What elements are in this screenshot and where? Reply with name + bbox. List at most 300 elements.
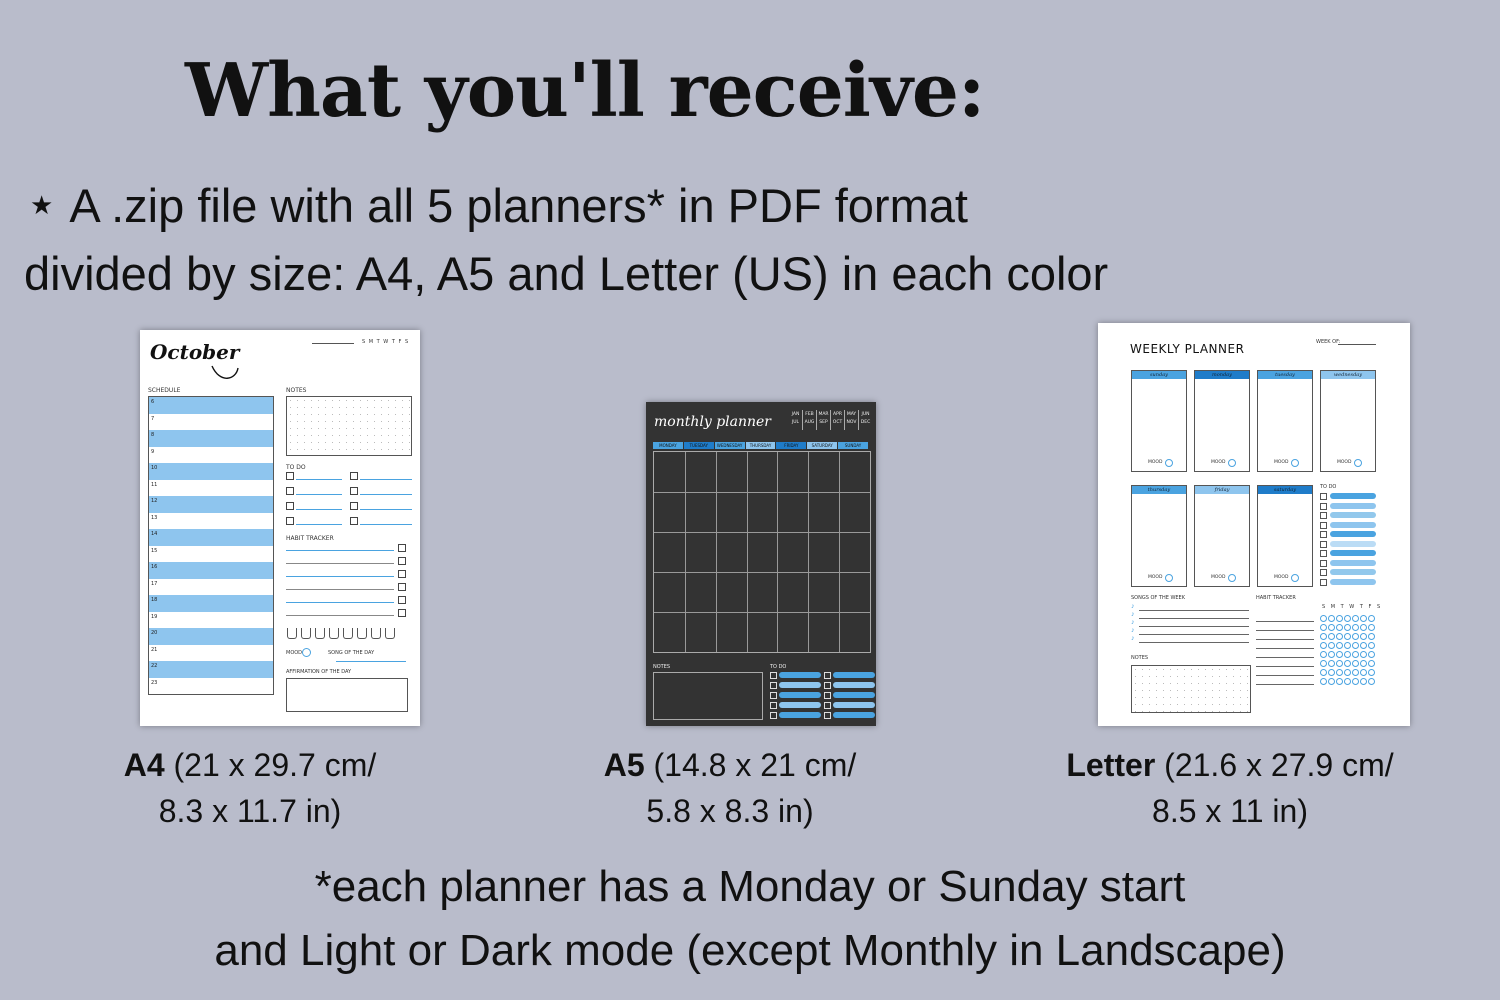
habit-circle-icon [1344, 660, 1351, 667]
month-label: NOV [846, 420, 857, 425]
letter-notes-box [1131, 665, 1251, 713]
month-label: FEB [805, 412, 814, 417]
music-note-icon: ♪ [1131, 619, 1135, 626]
month-label: SEP [819, 420, 828, 425]
a4-habit-tracker [286, 542, 410, 622]
checkbox-icon [350, 502, 358, 510]
habit-circle-icon [1328, 660, 1335, 667]
a4-title: October [150, 340, 240, 364]
habit-circle-icon [1336, 651, 1343, 658]
habit-circle-icon [1368, 642, 1375, 649]
water-cup-icon [371, 628, 381, 639]
checkbox-icon [824, 712, 831, 719]
day-card [1320, 370, 1376, 472]
grid-vline [747, 452, 748, 652]
todo-pill [1330, 550, 1376, 556]
letter-songs-list [1131, 603, 1251, 647]
habit-circle-icon [1360, 624, 1367, 631]
water-cup-icon [385, 628, 395, 639]
day-label: friday [1195, 486, 1249, 494]
habit-circle-icon [1352, 651, 1359, 658]
checkbox-icon [350, 487, 358, 495]
habit-circle-icon [1352, 669, 1359, 676]
a4-weekdays: S M T W T F S [362, 339, 410, 345]
feature-line-1-text: A .zip file with all 5 planners* in PDF format [69, 179, 968, 232]
water-cup-icon [301, 628, 311, 639]
schedule-hour: 18 [151, 597, 158, 603]
a4-affirmation-box [286, 678, 408, 712]
schedule-row [149, 661, 273, 678]
habit-line [1256, 657, 1314, 658]
habit-circle-icon [1328, 624, 1335, 631]
checkbox-icon [398, 583, 406, 591]
schedule-hour: 15 [151, 547, 158, 554]
mood-label: MOOD [1148, 575, 1163, 580]
schedule-hour: 8 [151, 432, 155, 438]
a4-title-swash [210, 360, 240, 380]
letter-habit-tracker [1256, 615, 1380, 689]
schedule-hour: 19 [151, 613, 158, 620]
habit-circle-icon [1344, 615, 1351, 622]
a5-notes-box [653, 672, 763, 720]
todo-pill [833, 672, 875, 678]
todo-pill [1330, 493, 1376, 499]
mood-label: MOOD [1211, 460, 1226, 465]
month-divider [816, 410, 817, 430]
a4-dims-cm: (21 x 29.7 cm/ [164, 747, 377, 783]
habit-line [1256, 630, 1314, 631]
habit-circle-icon [1368, 615, 1375, 622]
habit-circle-icon [1328, 651, 1335, 658]
day-label: sunday [1132, 371, 1186, 379]
month-label: AUG [804, 420, 815, 425]
todo-pill [833, 702, 875, 708]
schedule-row [149, 562, 273, 579]
checkbox-icon [824, 702, 831, 709]
grid-hline [654, 492, 870, 493]
checkbox-icon [1320, 503, 1327, 510]
schedule-row [149, 579, 273, 596]
checkbox-icon [398, 596, 406, 604]
footnote-line-2: and Light or Dark mode (except Monthly in Landscape) [214, 926, 1286, 975]
todo-pill [779, 672, 821, 678]
schedule-row [149, 513, 273, 530]
checkbox-icon [1320, 512, 1327, 519]
habit-circle-icon [1328, 642, 1335, 649]
habit-line [286, 563, 394, 564]
day-label: wednesday [1321, 371, 1375, 379]
a4-water-tracker [287, 628, 407, 642]
a4-schedule-table [148, 396, 274, 695]
schedule-hour: 6 [151, 399, 155, 405]
habit-line [1256, 675, 1314, 676]
grid-vline [777, 452, 778, 652]
letter-todo-list [1320, 493, 1380, 589]
a5-weekday-header [653, 442, 869, 450]
mood-circle-icon [1291, 574, 1299, 582]
a4-todo-label: TO DO [286, 464, 306, 471]
month-label: DEC [860, 420, 871, 425]
water-cup-icon [357, 628, 367, 639]
checkbox-icon [398, 609, 406, 617]
mood-label: MOOD [1274, 460, 1289, 465]
schedule-hour: 22 [151, 663, 158, 669]
todo-line [296, 509, 342, 510]
letter-habit-label: HABIT TRACKER [1256, 595, 1296, 601]
mood-circle-icon [302, 648, 311, 657]
schedule-hour: 12 [151, 498, 158, 504]
mood-circle-icon [1228, 574, 1236, 582]
habit-circle-icon [1320, 624, 1327, 631]
todo-line [296, 524, 342, 525]
checkbox-icon [770, 672, 777, 679]
schedule-hour: 11 [151, 481, 158, 488]
habit-circle-icon [1368, 669, 1375, 676]
letter-todo-label: TO DO [1320, 484, 1337, 490]
habit-circle-icon [1320, 633, 1327, 640]
schedule-row [149, 529, 273, 546]
letter-week-of: WEEK OF: [1316, 339, 1341, 345]
checkbox-icon [350, 517, 358, 525]
habit-circle-icon [1336, 633, 1343, 640]
mood-label: MOOD [1148, 460, 1163, 465]
schedule-row [149, 595, 273, 612]
habit-circle-icon [1320, 660, 1327, 667]
todo-pill [833, 682, 875, 688]
habit-circle-icon [1368, 651, 1375, 658]
habit-circle-icon [1352, 660, 1359, 667]
water-cup-icon [287, 628, 297, 639]
checkbox-icon [286, 517, 294, 525]
grid-vline [839, 452, 840, 652]
grid-hline [654, 532, 870, 533]
a5-month-selector [789, 410, 873, 434]
schedule-hour: 16 [151, 564, 158, 570]
habit-circle-icon [1328, 669, 1335, 676]
checkbox-icon [1320, 522, 1327, 529]
song-line [1139, 634, 1249, 635]
checkbox-icon [286, 502, 294, 510]
todo-pill [1330, 569, 1376, 575]
checkbox-icon [824, 692, 831, 699]
schedule-row [149, 546, 273, 563]
habit-circle-icon [1360, 660, 1367, 667]
checkbox-icon [1320, 579, 1327, 586]
weekday-label: THURSDAY [746, 442, 776, 449]
habit-line [1256, 684, 1314, 685]
checkbox-icon [824, 682, 831, 689]
habit-circle-icon [1336, 660, 1343, 667]
a4-affirmation-label: AFFIRMATION OF THE DAY [286, 669, 352, 675]
checkbox-icon [286, 487, 294, 495]
habit-circle-icon [1352, 615, 1359, 622]
day-label: tuesday [1258, 371, 1312, 379]
todo-line [360, 509, 412, 510]
a4-song-line [336, 661, 406, 662]
song-line [1139, 642, 1249, 643]
schedule-hour: 7 [151, 415, 155, 422]
weekday-label: MONDAY [653, 442, 683, 449]
weekday-label: SUNDAY [838, 442, 868, 449]
schedule-hour: 9 [151, 448, 155, 455]
a5-todo-label: TO DO [770, 664, 787, 670]
checkbox-icon [824, 672, 831, 679]
todo-pill [1330, 503, 1376, 509]
a4-caption-line1 [80, 742, 420, 788]
star-icon: ★ [30, 190, 54, 221]
habit-circle-icon [1352, 678, 1359, 685]
habit-circle-icon [1320, 678, 1327, 685]
grid-vline [808, 452, 809, 652]
habit-circle-icon [1344, 669, 1351, 676]
schedule-row [149, 645, 273, 662]
letter-planner-preview [1098, 323, 1410, 726]
a5-todo-list [770, 672, 874, 722]
checkbox-icon [1320, 569, 1327, 576]
checkbox-icon [398, 557, 406, 565]
letter-notes-label: NOTES [1131, 655, 1149, 661]
a5-caption-line1 [560, 742, 900, 788]
month-label: JUN [861, 412, 870, 417]
habit-line [1256, 648, 1314, 649]
habit-circle-icon [1320, 669, 1327, 676]
music-note-icon: ♪ [1131, 611, 1135, 618]
day-card [1194, 485, 1250, 587]
weekday-label: FRIDAY [776, 442, 806, 449]
habit-circle-icon [1352, 642, 1359, 649]
mood-label: MOOD [1337, 460, 1352, 465]
a4-size-name: A4 [123, 747, 165, 783]
habit-line [286, 589, 394, 590]
todo-pill [779, 712, 821, 718]
habit-circle-icon [1336, 615, 1343, 622]
todo-line [360, 524, 412, 525]
day-label: thursday [1132, 486, 1186, 494]
habit-circle-icon [1360, 615, 1367, 622]
a4-schedule-label: SCHEDULE [148, 387, 181, 394]
todo-pill [779, 682, 821, 688]
a4-dims-in: 8.3 x 11.7 in) [158, 793, 342, 829]
checkbox-icon [1320, 560, 1327, 567]
checkbox-icon [1320, 541, 1327, 548]
month-divider [858, 410, 859, 430]
habit-circle-icon [1344, 624, 1351, 631]
schedule-hour: 13 [151, 514, 158, 521]
habit-line [1256, 639, 1314, 640]
schedule-row [149, 397, 273, 414]
habit-line [286, 550, 394, 551]
weekday-label: TUESDAY [684, 442, 714, 449]
habit-circle-icon [1344, 642, 1351, 649]
day-label: saturday [1258, 486, 1312, 494]
habit-circle-icon [1368, 633, 1375, 640]
music-note-icon: ♪ [1131, 603, 1135, 610]
schedule-row [149, 463, 273, 480]
schedule-row [149, 678, 273, 695]
habit-line [286, 602, 394, 603]
habit-circle-icon [1352, 624, 1359, 631]
habit-line [286, 615, 394, 616]
letter-songs-label: SONGS OF THE WEEK [1131, 595, 1185, 601]
letter-week-line [1338, 344, 1376, 345]
todo-pill [779, 702, 821, 708]
habit-circle-icon [1336, 642, 1343, 649]
mood-circle-icon [1165, 574, 1173, 582]
checkbox-icon [398, 570, 406, 578]
month-label: OCT [832, 420, 843, 425]
habit-circle-icon [1368, 624, 1375, 631]
grid-vline [685, 452, 686, 652]
checkbox-icon [770, 702, 777, 709]
habit-line [286, 576, 394, 577]
feature-line-1 [30, 178, 968, 233]
todo-pill [1330, 522, 1376, 528]
schedule-hour: 20 [151, 630, 158, 636]
todo-pill [833, 692, 875, 698]
schedule-hour: 10 [151, 465, 158, 471]
a4-planner-preview [140, 330, 420, 726]
music-note-icon: ♪ [1131, 635, 1135, 642]
schedule-row [149, 480, 273, 497]
water-cup-icon [315, 628, 325, 639]
headline: What you'll receive: [185, 48, 985, 134]
month-label: JAN [791, 412, 800, 417]
habit-line [1256, 621, 1314, 622]
grid-hline [654, 572, 870, 573]
month-divider [844, 410, 845, 430]
song-line [1139, 626, 1249, 627]
mood-label: MOOD [1211, 575, 1226, 580]
schedule-row [149, 628, 273, 645]
letter-dims-cm: (21.6 x 27.9 cm/ [1155, 747, 1394, 783]
todo-line [360, 479, 412, 480]
habit-circle-icon [1344, 633, 1351, 640]
letter-caption-line1 [1020, 742, 1440, 788]
day-card [1194, 370, 1250, 472]
checkbox-icon [770, 692, 777, 699]
a5-title: monthly planner [654, 414, 771, 430]
letter-dims-in: 8.5 x 11 in) [1152, 793, 1308, 829]
letter-caption [1020, 742, 1440, 834]
weekday-label: SATURDAY [807, 442, 837, 449]
habit-circle-icon [1320, 642, 1327, 649]
a4-song-label: SONG OF THE DAY [328, 650, 375, 656]
habit-circle-icon [1360, 669, 1367, 676]
mood-label: MOOD [1274, 575, 1289, 580]
todo-line [296, 479, 342, 480]
todo-pill [1330, 541, 1376, 547]
water-cup-icon [329, 628, 339, 639]
checkbox-icon [770, 682, 777, 689]
footnote-line-1: *each planner has a Monday or Sunday start [314, 862, 1186, 911]
schedule-row [149, 612, 273, 629]
todo-line [360, 494, 412, 495]
checkbox-icon [1320, 531, 1327, 538]
todo-pill [1330, 512, 1376, 518]
schedule-row [149, 496, 273, 513]
song-line [1139, 618, 1249, 619]
schedule-row [149, 414, 273, 431]
schedule-row [149, 430, 273, 447]
habit-circle-icon [1328, 678, 1335, 685]
habit-circle-icon [1336, 624, 1343, 631]
a4-notes-box [286, 396, 412, 456]
todo-line [296, 494, 342, 495]
mood-circle-icon [1165, 459, 1173, 467]
a4-date-line [312, 343, 354, 344]
month-divider [802, 410, 803, 430]
day-card [1257, 370, 1313, 472]
habit-circle-icon [1336, 669, 1343, 676]
day-card [1131, 485, 1187, 587]
a5-caption [560, 742, 900, 834]
month-label: MAY [846, 412, 857, 417]
habit-circle-icon [1344, 678, 1351, 685]
a4-notes-label: NOTES [286, 387, 307, 394]
habit-circle-icon [1368, 660, 1375, 667]
habit-circle-icon [1360, 651, 1367, 658]
month-label: JUL [791, 420, 800, 425]
schedule-hour: 14 [151, 531, 158, 537]
habit-circle-icon [1360, 633, 1367, 640]
checkbox-icon [350, 472, 358, 480]
letter-habit-days: S M T W T F S [1322, 604, 1383, 610]
habit-circle-icon [1360, 642, 1367, 649]
a5-dims-cm: (14.8 x 21 cm/ [644, 747, 857, 783]
a5-dims-in: 5.8 x 8.3 in) [646, 793, 814, 829]
todo-pill [833, 712, 875, 718]
todo-pill [779, 692, 821, 698]
grid-vline [716, 452, 717, 652]
habit-circle-icon [1368, 678, 1375, 685]
day-card [1257, 485, 1313, 587]
checkbox-icon [398, 544, 406, 552]
mood-circle-icon [1291, 459, 1299, 467]
weekday-label: WEDNESDAY [715, 442, 745, 449]
month-divider [830, 410, 831, 430]
habit-circle-icon [1328, 633, 1335, 640]
habit-circle-icon [1336, 678, 1343, 685]
todo-pill [1330, 579, 1376, 585]
month-label: APR [833, 412, 842, 417]
a5-planner-preview [646, 402, 876, 726]
a5-notes-label: NOTES [653, 664, 671, 670]
schedule-hour: 23 [151, 679, 158, 686]
a5-size-name: A5 [603, 747, 645, 783]
a4-mood-label: MOOD [286, 650, 303, 656]
month-label: MAR [818, 412, 829, 417]
feature-line-2: divided by size: A4, A5 and Letter (US) in each color [24, 247, 1109, 300]
day-label: monday [1195, 371, 1249, 379]
water-cup-icon [343, 628, 353, 639]
schedule-row [149, 447, 273, 464]
habit-circle-icon [1320, 615, 1327, 622]
checkbox-icon [1320, 550, 1327, 557]
song-line [1139, 610, 1249, 611]
letter-title: WEEKLY PLANNER [1130, 342, 1245, 356]
checkbox-icon [286, 472, 294, 480]
habit-circle-icon [1328, 615, 1335, 622]
habit-circle-icon [1344, 651, 1351, 658]
mood-circle-icon [1228, 459, 1236, 467]
a4-todo-list [286, 472, 414, 532]
habit-circle-icon [1360, 678, 1367, 685]
todo-pill [1330, 531, 1376, 537]
mood-circle-icon [1354, 459, 1362, 467]
habit-circle-icon [1320, 651, 1327, 658]
letter-size-name: Letter [1066, 747, 1156, 783]
habit-circle-icon [1352, 633, 1359, 640]
